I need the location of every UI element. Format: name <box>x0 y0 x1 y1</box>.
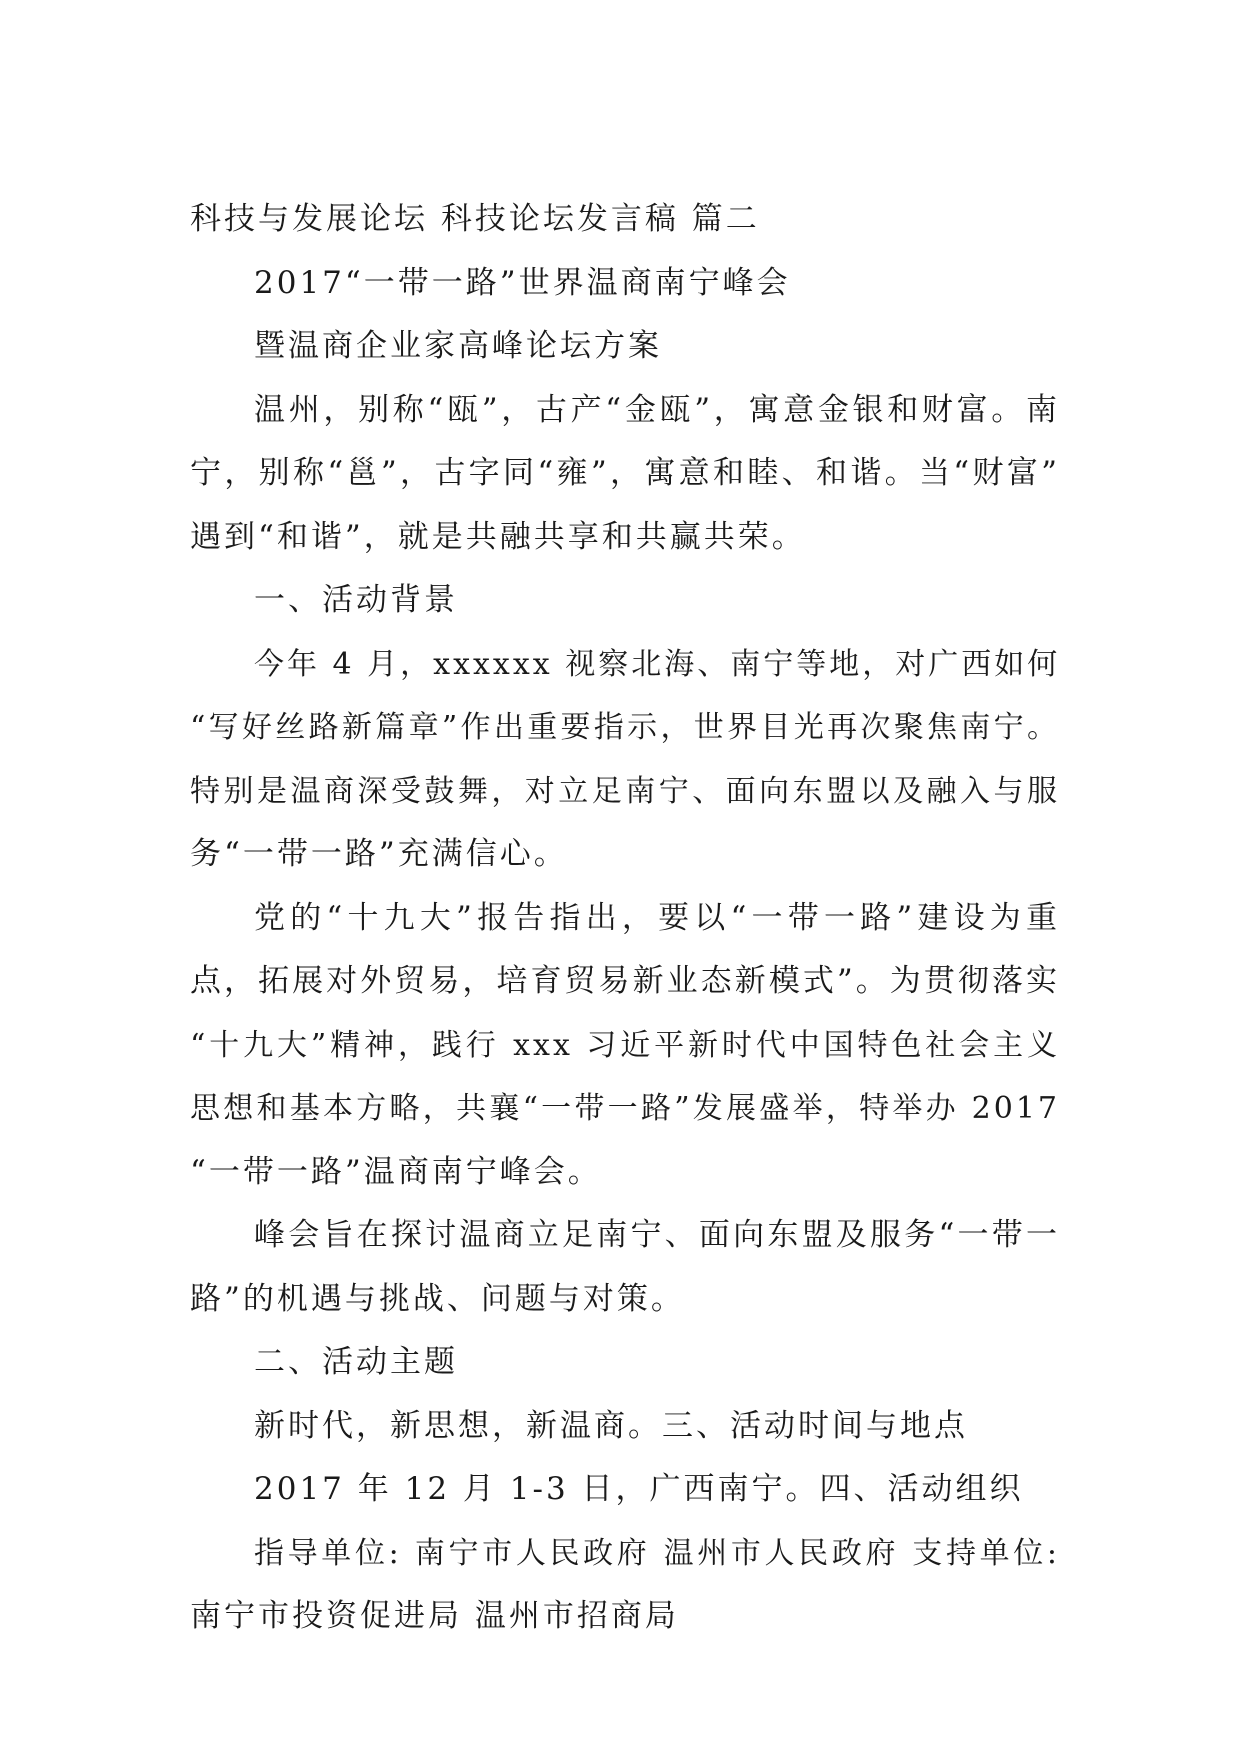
section-heading-theme: 二、活动主题 <box>254 1344 458 1380</box>
text-line: 点，拓展对外贸易，培育贸易新业态新模式”。为贯彻落实 <box>190 963 1060 999</box>
text-line: 今年 4 月，xxxxxx 视察北海、南宁等地，对广西如何 <box>254 646 1061 682</box>
text-line: 南宁市投资促进局 温州市招商局 <box>190 1598 679 1634</box>
plan-title-line-2: 暨温商企业家高峰论坛方案 <box>254 328 662 364</box>
text-line: 思想和基本方略，共襄“一带一路”发展盛举，特举办 2017 <box>190 1091 1060 1126</box>
text-line: 党的“十九大”报告指出，要以“一带一路”建设为重 <box>254 899 1060 936</box>
text-line: “写好丝路新篇章”作出重要指示，世界目光再次聚焦南宁。 <box>190 710 1060 745</box>
text-line: 遇到“和谐”，就是共融共享和共赢共荣。 <box>190 518 806 555</box>
text-line: 峰会旨在探讨温商立足南宁、面向东盟及服务“一带一 <box>254 1217 1060 1253</box>
text-line: 2017 年 12 月 1-3 日，广西南宁。四、活动组织 <box>254 1471 1024 1507</box>
text-line: 指导单位: 南宁市人民政府 温州市人民政府 支持单位: <box>254 1535 1060 1571</box>
text-line: “十九大”精神，践行 xxx 习近平新时代中国特色社会主义 <box>190 1027 1060 1063</box>
text-line: 宁，别称“邕”，古字同“雍”，寓意和睦、和谐。当“财富” <box>190 455 1060 491</box>
doc-heading: 科技与发展论坛 科技论坛发言稿 篇二 <box>190 201 760 237</box>
text-line: 务“一带一路”充满信心。 <box>190 836 568 872</box>
document-body <box>190 188 1060 1649</box>
text-line: “一带一路”温商南宁峰会。 <box>190 1153 602 1190</box>
text-line: 特别是温商深受鼓舞，对立足南宁、面向东盟以及融入与服 <box>190 773 1060 809</box>
section-heading-background: 一、活动背景 <box>254 582 458 618</box>
text-line: 新时代，新思想，新温商。三、活动时间与地点 <box>254 1407 968 1444</box>
text-line: 温州，别称“瓯”，古产“金瓯”，寓意金银和财富。南 <box>254 391 1060 428</box>
plan-title-line-1: 2017“一带一路”世界温商南宁峰会 <box>254 264 791 301</box>
text-line: 路”的机遇与挑战、问题与对策。 <box>190 1280 685 1317</box>
